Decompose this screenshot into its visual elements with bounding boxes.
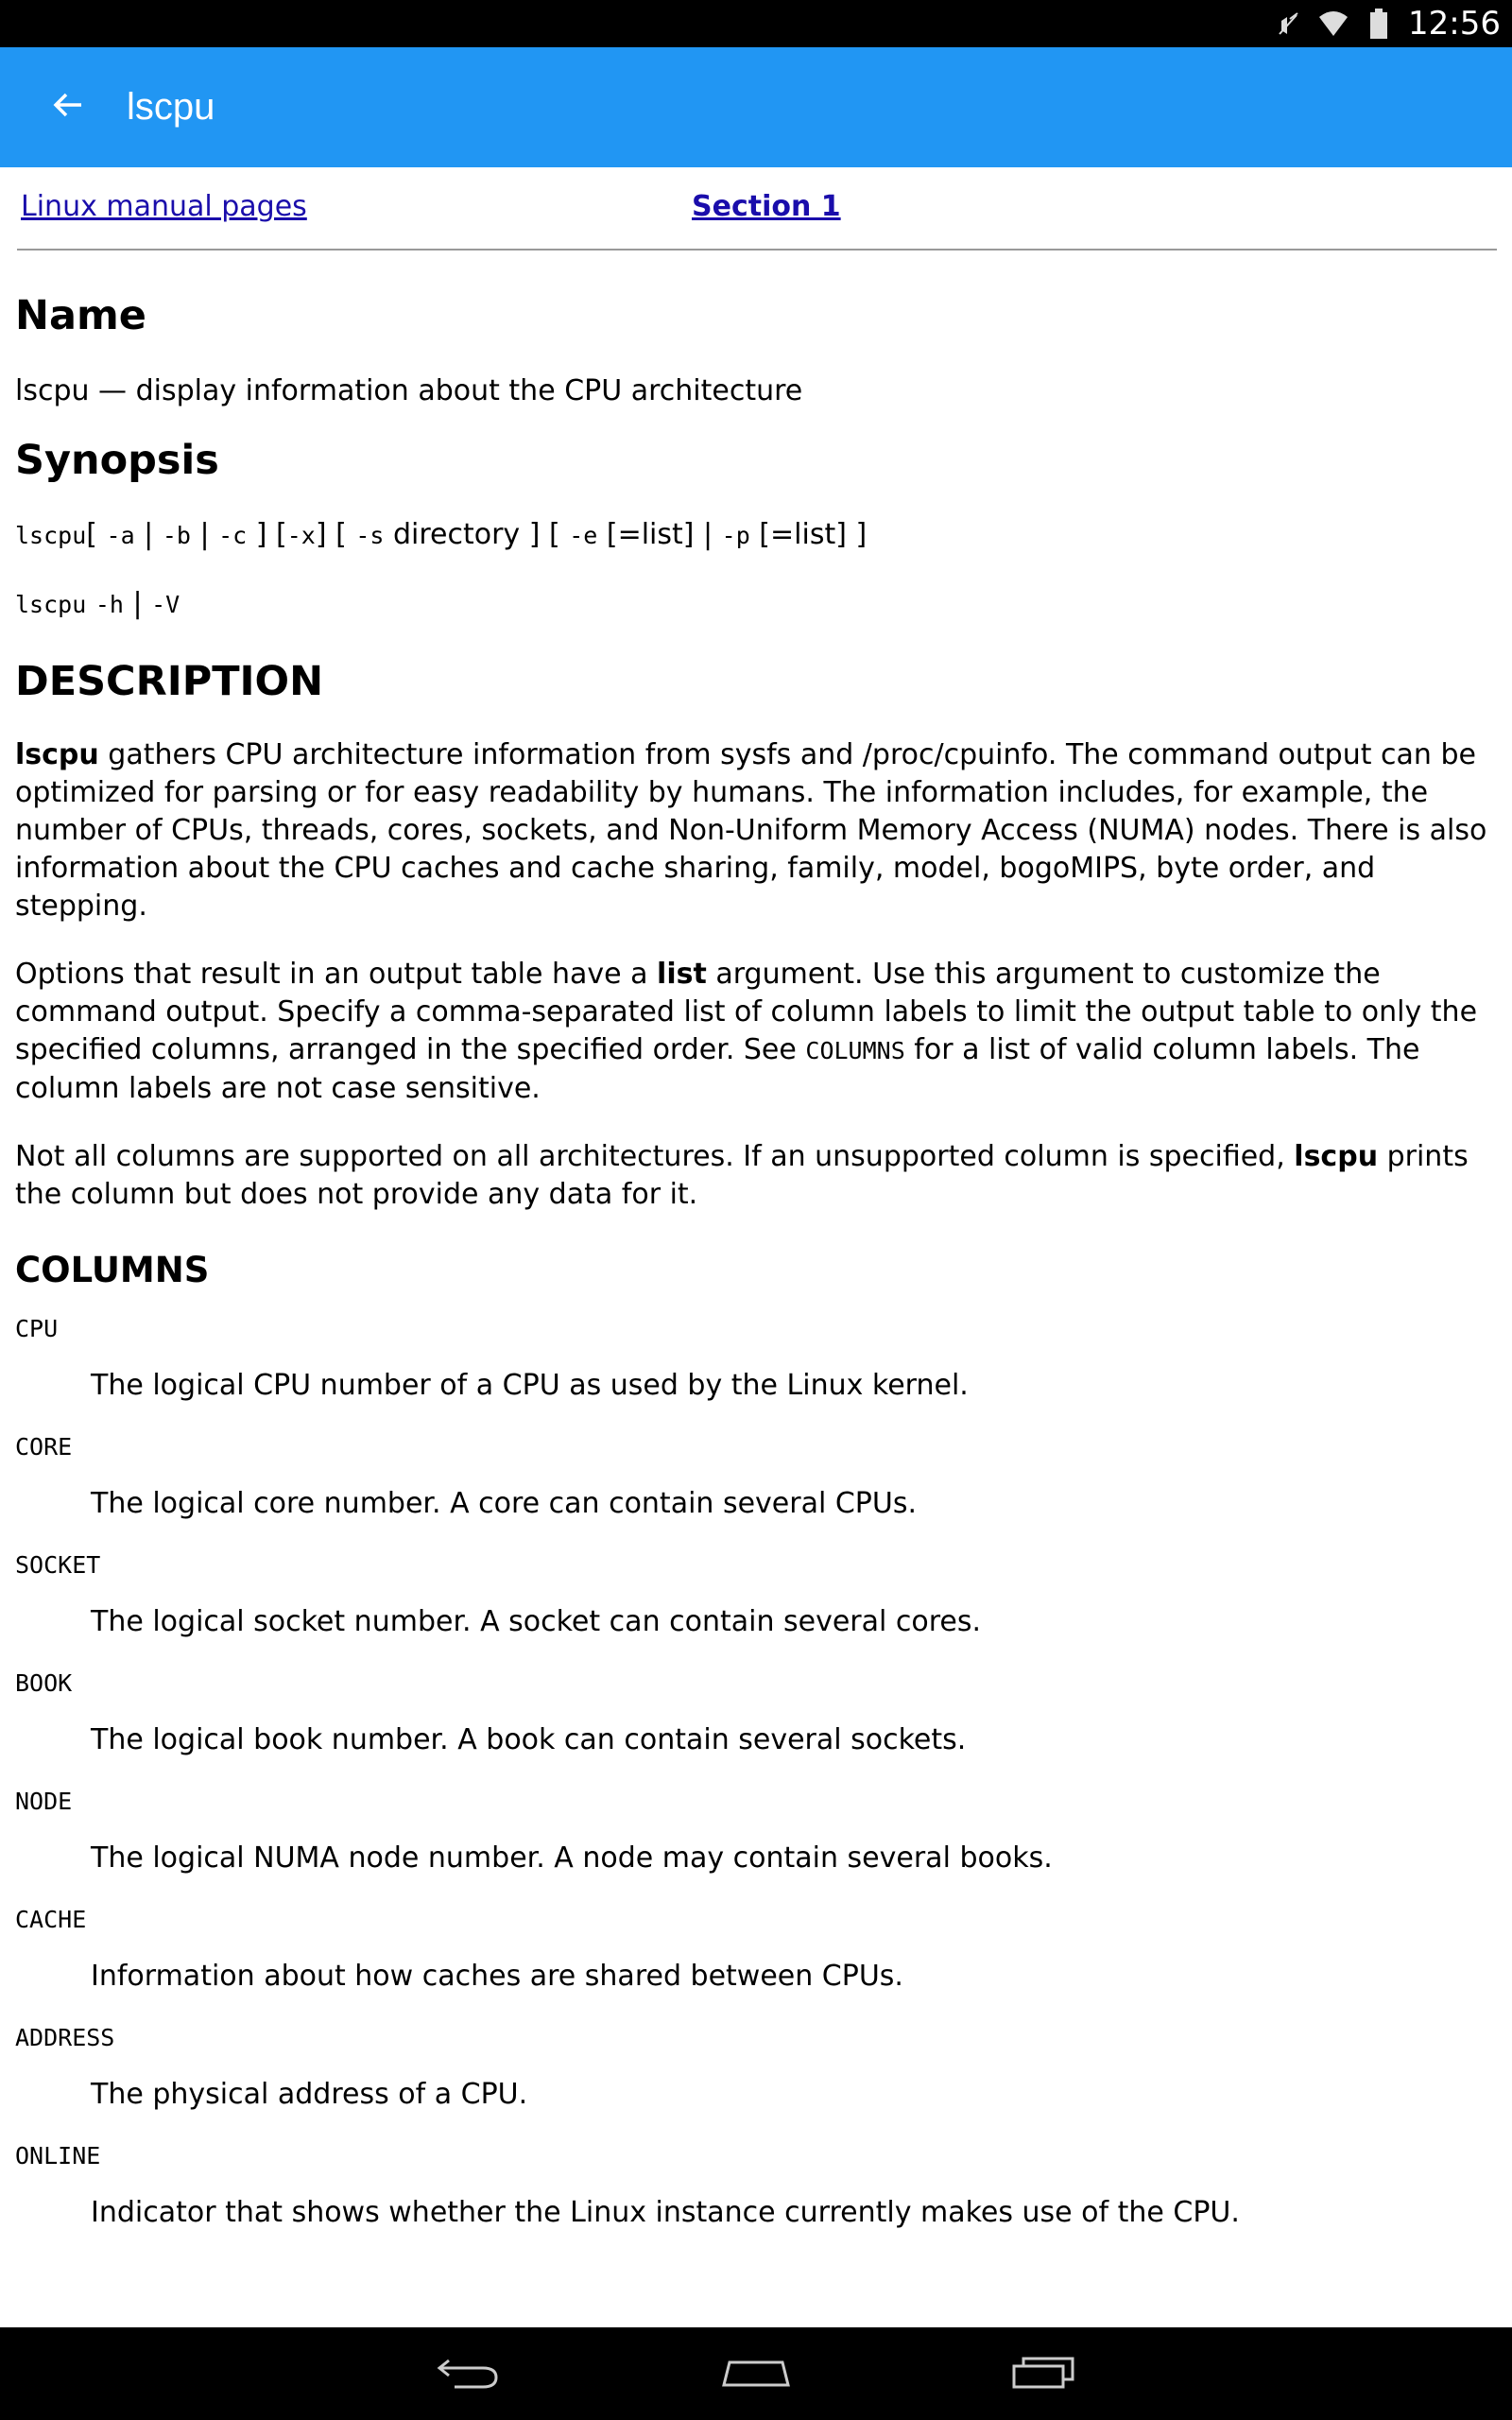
top-navigation [15, 167, 1497, 249]
nav-recents-button[interactable] [987, 2336, 1100, 2411]
description-heading: DESCRIPTION [15, 657, 324, 705]
nav-home-button[interactable] [699, 2336, 813, 2411]
manual-page-content[interactable] [15, 167, 1497, 2327]
description-paragraph-2: Options that result in an output table have a list argument. Use this argument to customize the command output. Specify a comma-separated list of column labels to limit the output table to only the specified columns, arranged in the specified order. See COLUMNS for a list of valid column labels. The column labels are not case sensitive. [15, 957, 1478, 1105]
column-description: The logical book number. A book can contain several sockets. [91, 1722, 967, 1756]
column-description: The logical NUMA node number. A node may contain several books. [91, 1841, 1053, 1875]
back-button[interactable] [34, 74, 102, 142]
synopsis-heading: Synopsis [15, 437, 219, 485]
name-text: lscpu — display information about the CPU architecture [15, 374, 803, 408]
column-term: CPU [15, 1314, 59, 1342]
columns-list [15, 1315, 1497, 2232]
home-nav-icon [720, 2355, 792, 2394]
navigation-bar [0, 2327, 1512, 2420]
recents-nav-icon [1010, 2355, 1076, 2394]
back-nav-icon [436, 2353, 502, 2395]
column-term: ONLINE [15, 2141, 101, 2169]
status-bar [0, 0, 1512, 47]
synopsis-line-2: lscpu -h | -V [15, 586, 180, 620]
column-description: The physical address of a CPU. [91, 2077, 528, 2111]
column-term: BOOK [15, 1668, 73, 1697]
description-paragraph-1: lscpu gathers CPU architecture information from sysfs and /proc/cpuinfo. The command output can be optimized for parsing or for easy readability by humans. The information includes, for example, the number of CPUs, threads, cores, sockets, and Non-Uniform Memory Access (NUMA) nodes. There is also information about the CPU caches and cache sharing, family, model, bogoMIPS, byte order, and stepping. [15, 737, 1487, 923]
column-term: SOCKET [15, 1550, 101, 1579]
divider [17, 249, 1497, 251]
column-term: ADDRESS [15, 2023, 115, 2051]
back-arrow-icon [51, 88, 85, 127]
column-description: The logical core number. A core can contain several CPUs. [91, 1486, 918, 1520]
columns-heading: COLUMNS [15, 1249, 210, 1290]
column-term: CACHE [15, 1905, 87, 1933]
wifi-icon [1317, 8, 1349, 40]
mute-icon [1272, 8, 1304, 40]
app-bar [0, 47, 1512, 167]
section-1-link[interactable]: Section 1 [692, 190, 841, 223]
column-description: Indicator that shows whether the Linux instance currently makes use of the CPU. [91, 2195, 1240, 2229]
column-description: The logical CPU number of a CPU as used by the Linux kernel. [91, 1368, 969, 1402]
nav-back-button[interactable] [412, 2336, 525, 2411]
linux-manual-pages-link[interactable]: Linux manual pages [21, 190, 307, 223]
synopsis-line-1: lscpu[ -a | -b | -c ] [-x] [ -s directory ] [ -e [=list] | -p [=list] ] [15, 517, 868, 551]
battery-icon [1363, 8, 1395, 40]
column-description: The logical socket number. A socket can contain several cores. [91, 1604, 982, 1638]
column-term: CORE [15, 1432, 73, 1461]
name-heading: Name [15, 292, 146, 339]
column-description: Information about how caches are shared between CPUs. [91, 1959, 903, 1993]
description-paragraph-3: Not all columns are supported on all architectures. If an unsupported column is specified, lscpu prints the column but does not provide any data for it. [15, 1139, 1469, 1211]
app-title: lscpu [127, 86, 215, 128]
column-term: NODE [15, 1787, 73, 1815]
status-time: 12:56 [1408, 5, 1501, 43]
